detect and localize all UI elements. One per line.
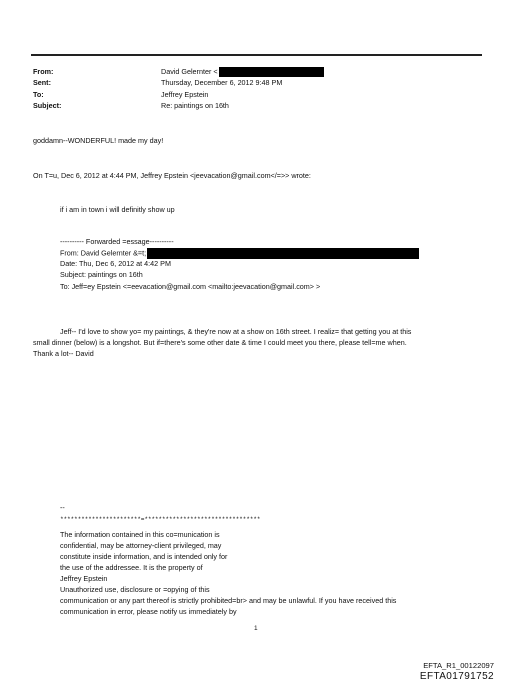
disclaimer-line: communication or any part thereof is strictly prohibited=br> and may be unlawful. If you have received this <box>60 596 397 605</box>
disclaimer-line: Jeffrey Epstein <box>60 574 108 583</box>
subject-label: Subject: <box>33 101 62 110</box>
from-label: From: <box>33 67 54 76</box>
bates-number-primary: EFTA_R1_00122097 <box>423 661 494 670</box>
to-label: To: <box>33 90 44 99</box>
disclaimer-line: constitute inside information, and is intended only for <box>60 552 228 561</box>
body-paragraph-line-1: Jeff-- I'd love to show yo= my paintings, & they're now at a show on 16th street. I realiz= that getting you at this <box>60 327 412 336</box>
sent-value: Thursday, December 6, 2012 9:48 PM <box>161 78 283 87</box>
redaction-box <box>219 67 324 77</box>
bates-number-secondary: EFTA01791752 <box>419 671 494 682</box>
reply-text: goddamn--WONDERFUL! made my day! <box>33 136 164 145</box>
body-paragraph-line-2: small dinner (below) is a longshot. But if=there's some other date & time I could meet you there, please tell=me when. <box>33 338 407 347</box>
star-divider: ***********************=********************************* <box>60 516 261 523</box>
body-paragraph-line-3: Thank a lot-- David <box>33 349 94 358</box>
disclaimer-line: communication in error, please notify us immediately by <box>60 607 237 616</box>
disclaimer-line: Unauthorized use, disclosure or =opying of this <box>60 585 210 594</box>
forward-to: To: Jeff=ey Epstein <=eevacation@gmail.com <mailto:jeevacation@gmail.com> > <box>60 282 321 291</box>
sent-label: Sent: <box>33 78 51 87</box>
page-number: 1 <box>254 625 258 632</box>
to-value: Jeffrey Epstein <box>161 90 209 99</box>
redaction-box <box>147 248 419 259</box>
quote-intro: On T=u, Dec 6, 2012 at 4:44 PM, Jeffrey Epstein <jeevacation@gmail.com</=>> wrote: <box>33 171 311 180</box>
signature-dashes: -- <box>60 503 65 512</box>
header-top-rule <box>31 54 482 56</box>
forward-date: Date: Thu, Dec 6, 2012 at 4:42 PM <box>60 259 171 268</box>
from-value <box>161 67 324 77</box>
from-sender-text: David Gelernter < <box>161 67 218 76</box>
disclaimer-line: the use of the addressee. It is the property of <box>60 563 203 572</box>
forward-subject: Subject: paintings on 16th <box>60 270 143 279</box>
disclaimer-line: The information contained in this co=munication is <box>60 530 220 539</box>
quote-text: if i am in town i will definitly show up <box>60 205 175 214</box>
forward-from-text: From: David Gelernter &=t; <box>60 248 147 258</box>
subject-value: Re: paintings on 16th <box>161 101 229 110</box>
disclaimer-line: confidential, may be attorney-client privileged, may <box>60 541 222 550</box>
forward-separator: ---------- Forwarded =essage---------- <box>60 237 174 246</box>
forward-from <box>60 248 419 259</box>
